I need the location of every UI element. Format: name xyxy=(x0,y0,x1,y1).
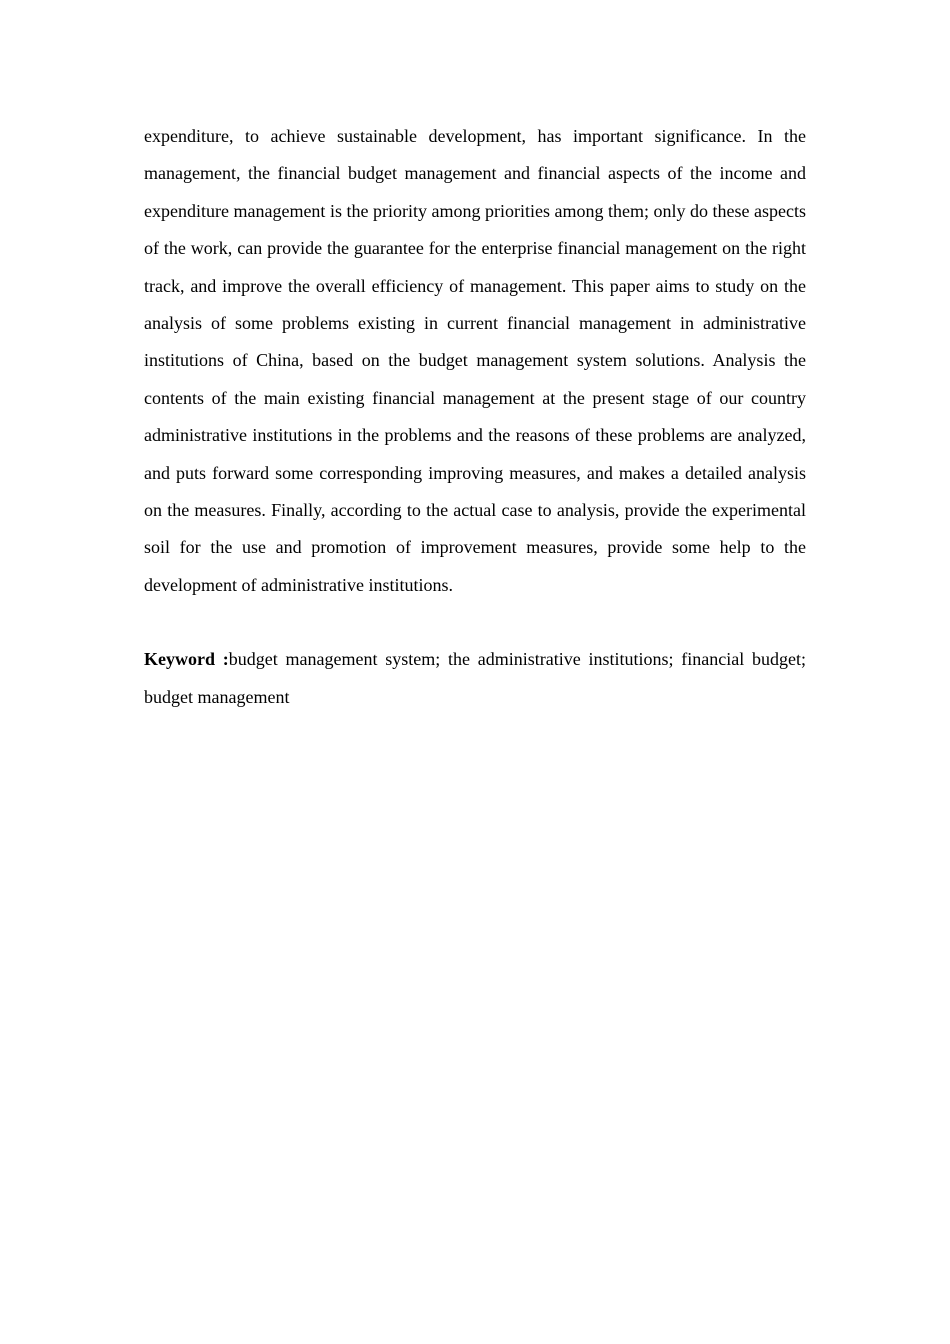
keywords-text: budget management system; the administrative institutions; financial budget; budget management xyxy=(144,649,806,707)
abstract-body: expenditure, to achieve sustainable development, has important significance. In the management, the financial budget management and financial aspects of the income and expenditure management is the priority among priorities among them; only do these aspects of the work, can provide the guarantee for the enterprise financial management on the right track, and improve the overall efficiency of management. This paper aims to study on the analysis of some problems existing in current financial management in administrative institutions of China, based on the budget management system solutions. Analysis the contents of the main existing financial management at the present stage of our country administrative institutions in the problems and the reasons of these problems are analyzed, and puts forward some corresponding improving measures, and makes a detailed analysis on the measures. Finally, according to the actual case to analysis, provide the experimental soil for the use and promotion of improvement measures, provide some help to the development of administrative institutions. xyxy=(144,126,806,595)
keywords-line xyxy=(144,641,806,716)
abstract-section xyxy=(144,118,806,716)
keywords-label: Keyword : xyxy=(144,649,229,670)
